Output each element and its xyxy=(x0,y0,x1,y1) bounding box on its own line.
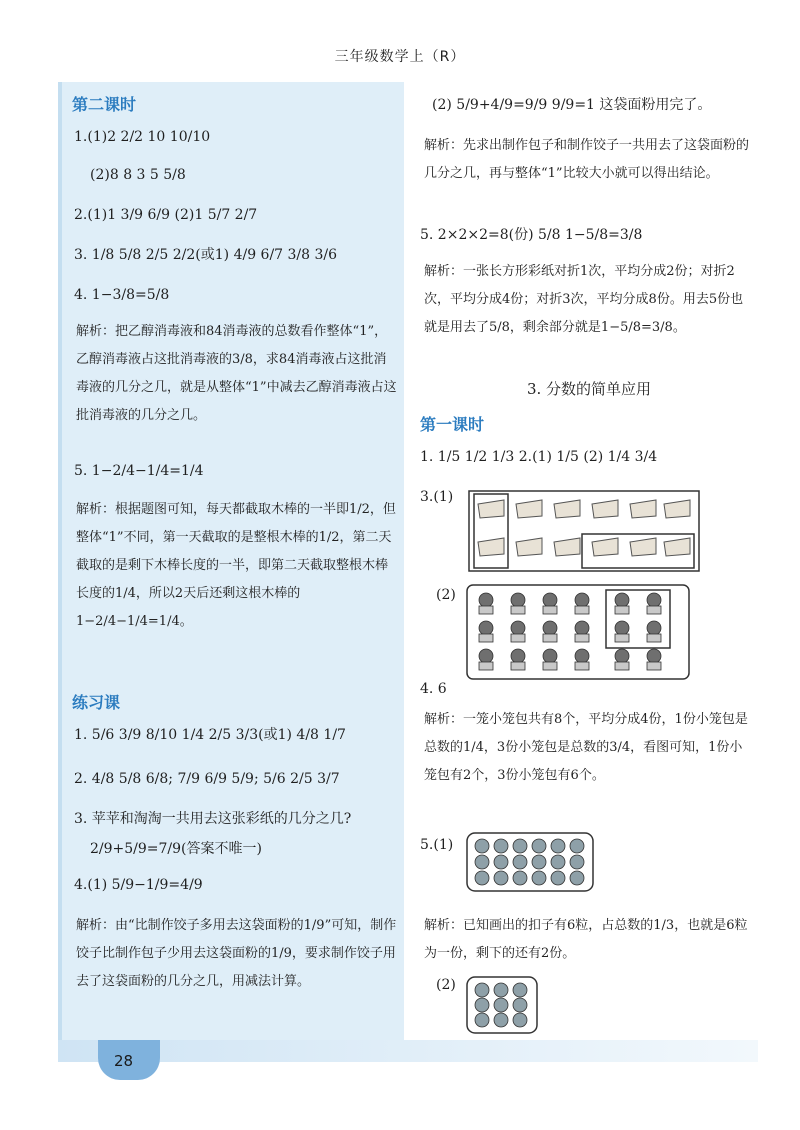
analysis-paragraph-7: 解析：已知画出的扣子有6粒，占总数的1/3，也就是6粒为一份，剩下的还有2份。 xyxy=(424,918,748,961)
page-number: 28 xyxy=(114,1052,134,1070)
analysis-paragraph-6: 解析：一笼小笼包共有8个，平均分成4份，1份小笼包是总数的1/4，3份小笼包是总数的3/4，看图可知，1份小笼包有2个，3份小笼包有6个。 xyxy=(424,712,748,783)
answer-1-2: (2)8 8 3 5 5/8 xyxy=(90,167,186,183)
answer-5-right: 5. 2×2×2=8(份) 5/8 1−5/8=3/8 xyxy=(420,227,643,243)
practice-answer-2: 2. 4/8 5/8 6/8; 7/9 6/9 5/9; 5/6 2/5 3/7 xyxy=(74,771,340,787)
left-column-edge xyxy=(58,82,62,1054)
cupcake-figure xyxy=(466,584,690,680)
answer-4-2: (2) 5/9+4/9=9/9 9/9=1 这袋面粉用完了。 xyxy=(432,97,712,113)
section-title: 3. 分数的简单应用 xyxy=(526,380,652,398)
answer-1-1: 1.(1)2 2/2 10 10/10 xyxy=(74,129,211,145)
analysis-paragraph-1: 解析：把乙醇消毒液和84消毒液的总数看作整体“1”，乙醇消毒液占这批消毒液的3/8，求84消毒液占这批消毒液的几分之几，就是从整体“1”中减去乙醇消毒液占这批消毒液的几分之几。 xyxy=(76,324,397,423)
running-head: 三年级数学上（R） xyxy=(334,49,466,65)
practice-answer-3: 3. 苹苹和淘淘一共用去这张彩纸的几分之几? xyxy=(74,811,352,827)
answer-1-2-right: 1. 1/5 1/2 1/3 2.(1) 1/5 (2) 1/4 3/4 xyxy=(420,449,658,465)
answer-3: 3. 1/8 5/8 2/5 2/2(或1) 4/9 6/7 3/8 3/6 xyxy=(74,247,338,263)
buttons-grid-2 xyxy=(475,983,527,1027)
cake-slices-figure xyxy=(468,490,700,572)
cake-slices xyxy=(478,500,690,556)
answer-3-label: 3.(1) xyxy=(420,489,454,505)
buttons-figure-2 xyxy=(466,976,538,1034)
practice-answer-4: 4.(1) 5/9−1/9=4/9 xyxy=(74,877,203,893)
answer-3-2-label: (2) xyxy=(436,587,456,603)
heading-practice: 练习课 xyxy=(72,693,121,712)
answer-5: 5. 1−2/4−1/4=1/4 xyxy=(74,463,204,479)
analysis-paragraph-2: 解析：根据题图可知，每天都截取木棒的一半即1/2，但整体“1”不同，第一天截取的是整根木棒的1/2，第二天截取的是剩下木棒长度的一半，即第二天截取整根木棒长度的1/4，所以2天后还剩这根木棒的1−2/4−1/4=1/4。 xyxy=(76,502,396,629)
buttons-figure-1 xyxy=(466,832,594,892)
practice-answer-1: 1. 5/6 3/9 8/10 1/4 2/5 3/3(或1) 4/8 1/7 xyxy=(74,727,346,743)
analysis-paragraph-3: 解析：由“比制作饺子多用去这袋面粉的1/9”可知，制作饺子比制作包子少用去这袋面粉的1/9，要求制作饺子用去了这袋面粉的几分之几，用减法计算。 xyxy=(76,918,397,989)
buttons-grid-1 xyxy=(475,839,584,885)
bottom-band xyxy=(58,1040,758,1062)
answer-2: 2.(1)1 3/9 6/9 (2)1 5/7 2/7 xyxy=(74,207,258,223)
answer-4-right: 4. 6 xyxy=(420,681,447,697)
heading-lesson-2: 第二课时 xyxy=(72,95,137,114)
answer-5-2-label: (2) xyxy=(436,977,456,993)
answer-5-1-label: 5.(1) xyxy=(420,837,454,853)
analysis-paragraph-5: 解析：一张长方形彩纸对折1次，平均分成2份；对折2次，平均分成4份；对折3次，平均分成8份。用去5份也就是用去了5/8，剩余部分就是1−5/8=3/8。 xyxy=(424,264,744,335)
practice-answer-3-eq: 2/9+5/9=7/9(答案不唯一) xyxy=(90,841,262,857)
cupcakes xyxy=(479,593,661,670)
analysis-paragraph-4: 解析：先求出制作包子和制作饺子一共用去了这袋面粉的几分之几，再与整体“1”比较大小就可以得出结论。 xyxy=(424,138,750,181)
heading-lesson-1: 第一课时 xyxy=(420,415,485,434)
answer-4: 4. 1−3/8=5/8 xyxy=(74,287,170,303)
